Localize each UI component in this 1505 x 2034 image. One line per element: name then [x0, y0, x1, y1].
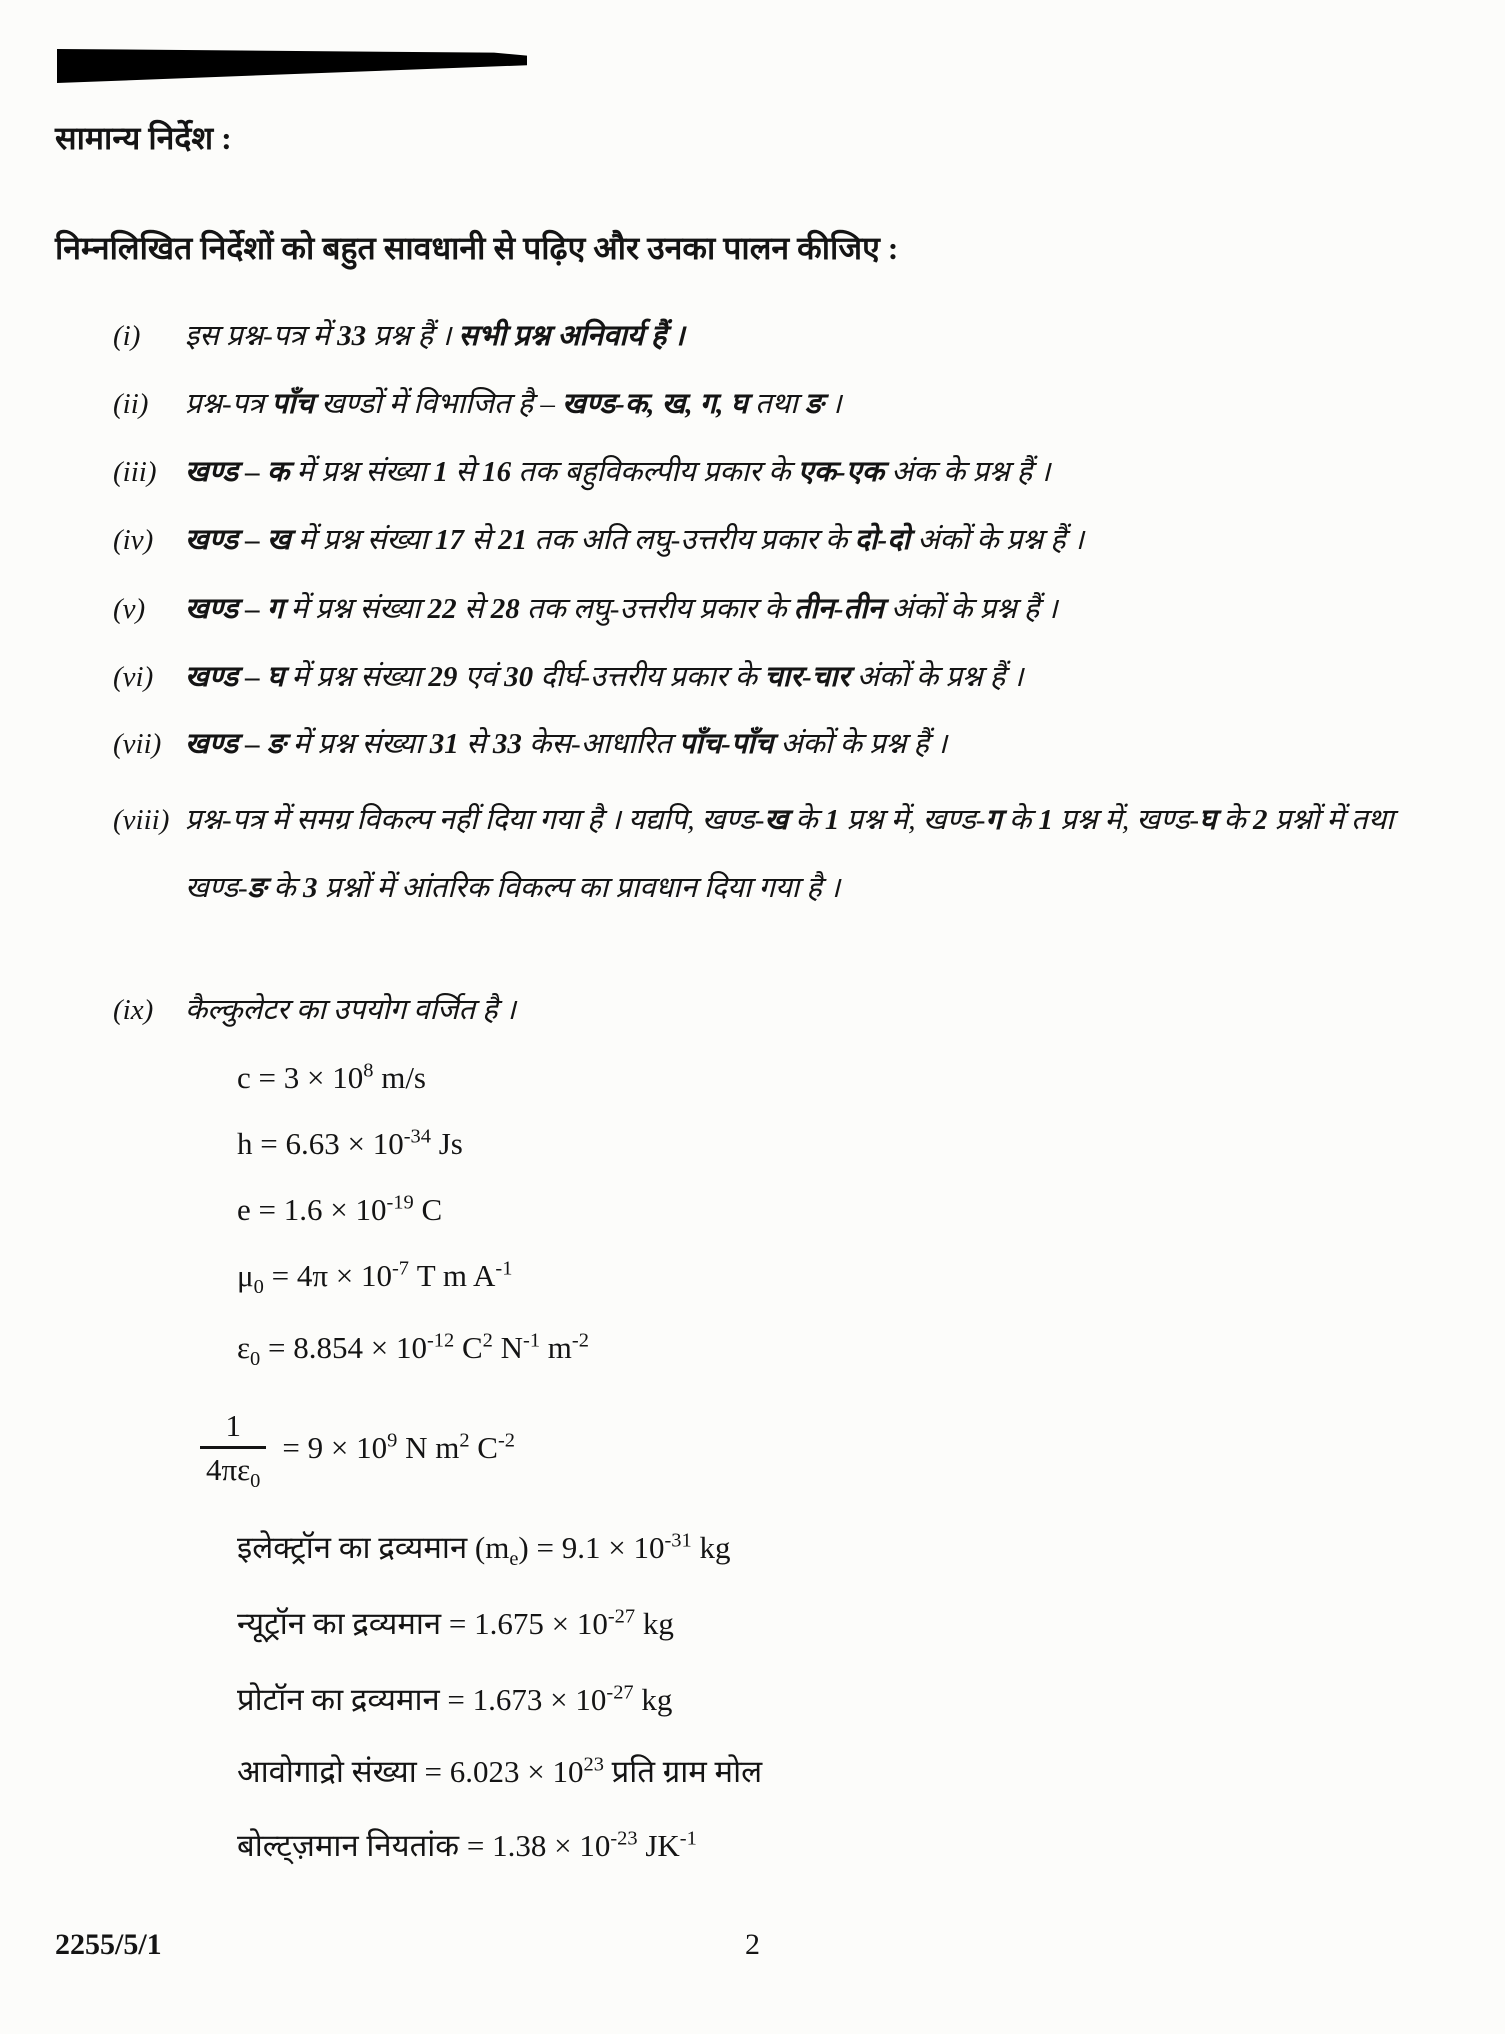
fraction-value: = $9 \times 10^9$ N $m^2$ $C^{-2}$ [282, 1429, 516, 1465]
constant-proton-mass: प्रोटॉन का द्रव्यमान = $1.673 \times 10^{-27}$ kg [237, 1681, 673, 1717]
instruction-item [113, 370, 1458, 438]
instruction-number: (i) [113, 320, 141, 352]
fraction [200, 1408, 266, 1493]
instruction-number: (iii) [113, 456, 157, 488]
instruction-number: (ii) [113, 388, 149, 420]
instruction-text: प्रश्न-पत्र में समग्र विकल्प नहीं दिया गया है । यद्यपि, खण्ड-ख के 1 प्रश्न में, खण्ड-ग के 1 प्रश्न में, खण्ड-घ के 2 प्रश्नों में तथा खण्ड-ङ के 3 प्रश्नों में आंतरिक विकल्प का प्रावधान दिया गया है । [185, 804, 1394, 904]
general-instructions-heading: सामान्य निर्देश : [55, 120, 232, 156]
fraction-denominator: $4\pi\varepsilon_0$ [200, 1446, 266, 1488]
constant-mu-zero: $\mu_0 = 4\pi \times 10^{-7}$ T m $A^{-1}$ [237, 1257, 513, 1299]
constant-boltzmann: बोल्ट्ज़मान नियतांक = $1.38 \times 10^{-23}$ $JK^{-1}$ [237, 1827, 697, 1863]
instruction-number: (iv) [113, 524, 154, 556]
constant-electron-charge: $e = 1.6 \times 10^{-19}$ C [237, 1191, 443, 1227]
instruction-number: (vi) [113, 661, 154, 693]
fraction-numerator: 1 [225, 1408, 241, 1443]
constant-electron-mass: इलेक्ट्रॉन का द्रव्यमान $(m_e) = 9.1 \times 10^{-31}$ kg [237, 1529, 731, 1571]
instruction-text: प्रश्न-पत्र पाँच खण्डों में विभाजित है – खण्ड-क, ख, ग, घ तथा ङ । [185, 388, 842, 420]
constant-neutron-mass: न्यूट्रॉन का द्रव्यमान = $1.675 \times 10^{-27}$ kg [237, 1605, 674, 1641]
instruction-item [113, 786, 1458, 922]
instruction-text: इस प्रश्न-पत्र में 33 प्रश्न हैं । सभी प्रश्न अनिवार्य हैं । [185, 320, 685, 352]
paper-code: 2255/5/1 [55, 1928, 162, 1961]
scan-artifact-wedge [57, 46, 527, 83]
instruction-number: (ix) [113, 994, 154, 1026]
constant-avogadro-number: आवोगाद्रो संख्या = $6.023 \times 10^{23}$ प्रति ग्राम मोल [237, 1753, 763, 1789]
instruction-text: खण्ड – ङ में प्रश्न संख्या 31 से 33 केस-आधारित पाँच-पाँच अंकों के प्रश्न हैं । [185, 728, 948, 760]
constant-coulomb-fraction [200, 1408, 516, 1493]
instruction-number: (v) [113, 593, 146, 625]
instruction-text: कैल्कुलेटर का उपयोग वर्जित है । [185, 994, 516, 1026]
instruction-item [113, 506, 1458, 574]
instruction-item [113, 575, 1458, 643]
page-number: 2 [745, 1928, 760, 1961]
constant-speed-of-light: $c = 3 \times 10^8$ m/s [237, 1059, 426, 1095]
constant-planck: $h = 6.63 \times 10^{-34}$ Js [237, 1125, 463, 1161]
instruction-text: खण्ड – ख में प्रश्न संख्या 17 से 21 तक अति लघु-उत्तरीय प्रकार के दो-दो अंकों के प्रश्न हैं । [185, 524, 1084, 556]
read-carefully-line: निम्नलिखित निर्देशों को बहुत सावधानी से पढ़िए और उनका पालन कीजिए : [55, 230, 899, 266]
instruction-number: (vii) [113, 728, 162, 760]
instruction-item [113, 976, 1458, 1044]
instruction-number: (viii) [113, 804, 170, 836]
constant-epsilon-zero: $\varepsilon_0 = 8.854 \times 10^{-12}$ $C^2$ $N^{-1}$ $m^{-2}$ [237, 1329, 589, 1371]
instruction-item [113, 302, 1458, 370]
instruction-text: खण्ड – ग में प्रश्न संख्या 22 से 28 तक लघु-उत्तरीय प्रकार के तीन-तीन अंकों के प्रश्न हैं । [185, 593, 1058, 625]
instruction-text: खण्ड – घ में प्रश्न संख्या 29 एवं 30 दीर्घ-उत्तरीय प्रकार के चार-चार अंकों के प्रश्न हैं । [185, 661, 1024, 693]
instruction-item [113, 643, 1458, 711]
instruction-text: खण्ड – क में प्रश्न संख्या 1 से 16 तक बहुविकल्पीय प्रकार के एक-एक अंक के प्रश्न हैं । [185, 456, 1051, 488]
instruction-item [113, 710, 1458, 778]
instruction-item [113, 438, 1458, 506]
